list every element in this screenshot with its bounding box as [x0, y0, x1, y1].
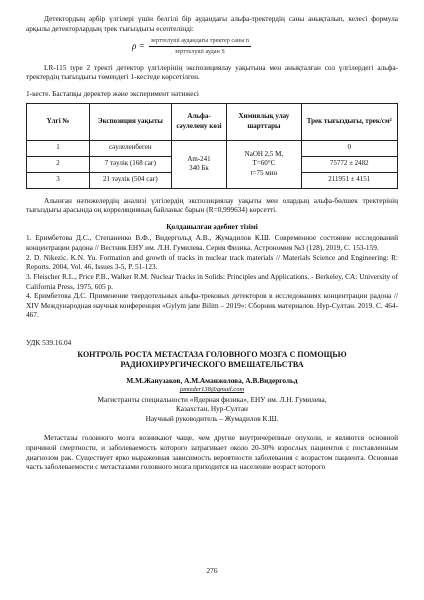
col-header-source: Альфа-сәулелену көзі	[171, 103, 227, 140]
col-header-etching: Химиялық улау шарттары	[227, 103, 301, 140]
affiliation-location: Казахстан, Нур-Султан	[176, 404, 248, 414]
formula-numerator: зерттелуші аудандағы тректер саны n	[149, 37, 251, 47]
formula-fraction	[149, 37, 251, 56]
source-isotope: Am-241	[187, 154, 211, 163]
cell-etching	[227, 140, 301, 188]
page-content	[26, 14, 398, 472]
etching-temperature: T=60°C	[252, 159, 276, 168]
table-row	[27, 140, 398, 156]
cell-sample-num: 2	[27, 156, 90, 172]
references-title: Қолданылған әдебиет тізімі	[166, 221, 258, 231]
article-body-paragraph: Метастазы головного мозга возникают чаще, чем другие внутричерепные опухоли, и являются основной причиной смертности, и заболеваемость которого затрагивает около 20-30% взрослых пациентов с поставленным диагнозом рак. Существует ярко выраженная зависимость вероятности заболевания с возрастом пациента. Основная часть заболеваемости с метастазами головного мозга приходится на население возраст которого	[26, 433, 398, 472]
conclusion-paragraph: Алынған нәтижелердің анализі үлгілердің экспозициялау уақыты мен олардың альфа-бөлшек тректерінің тығыздығы арасында оң корреляцияның байланыс барын (R=0,999634) көрсетті.	[26, 195, 398, 215]
formula-symbol: ρ =	[132, 41, 145, 51]
reference-item: 2. D. Nikezic. K.N. Yu. Formation and growth of tracks in nuclear track materials // Materials Science and Engineering: R: Reports. 2004, Vol. 46, Issues 3-5, P. 51-123.	[26, 252, 398, 272]
table-caption: 1-кесте. Бастапқы деректер және эксперимент нәтижесі	[26, 88, 199, 98]
article-authors: М.М.Жанузаков, А.М.Аманжолова, А.В.Видергольд	[126, 376, 298, 386]
reference-item: 4. Еримбетова Д.С. Применение твердотельных альфа-трековых детекторов в исследованиях концентрации радона // XIV Международная научная конференция «Gylym jane Bilim – 2019»: Сборник материалов. Нур-Султан. 2019. С. 464-467.	[26, 291, 398, 320]
table-intro-paragraph: LR-115 type 2 тректі детектор үлгілерінің экспозициялау уақытына мен анықталған сол үлгілердегі альфа-тректердің тығыздығы төмендегі 1-кестеде көрсетілген.	[26, 62, 398, 82]
table-header-row	[27, 103, 398, 140]
col-header-density: Трек тығыздығы, трек/см²	[301, 103, 398, 140]
etching-solution: NaOH 2,5 M,	[244, 150, 284, 159]
cell-density: 75772 ± 2482	[301, 156, 398, 172]
cell-exposure: 7 тәулік (168 сағ)	[90, 156, 172, 172]
col-header-sample: Үлгі №	[27, 103, 90, 140]
cell-sample-num: 3	[27, 172, 90, 188]
affiliation-line: Магистранты специальности «Ядерная физика», ЕНУ им. Л.Н. Гумилева,	[97, 394, 327, 404]
cell-exposure: 21 тәулік (504 сағ)	[90, 172, 172, 188]
track-density-formula	[132, 37, 398, 56]
cell-source	[171, 140, 227, 188]
scientific-advisor: Научный руководитель – Жумадилов К.Ш.	[145, 413, 279, 423]
cell-density: 211951 ± 4151	[301, 172, 398, 188]
udc-code: УДК 539.16.04	[26, 338, 72, 347]
reference-item: 3. Fleischer R.L., Price P.B., Walker R.M. Nuclear Tracks in Solids: Principles and Applications. - Berkeley, CA: University of California Press, 1975, 605 p.	[26, 271, 398, 291]
author-email-link[interactable]: jameder138@gmail.com	[179, 386, 245, 394]
cell-exposure: сәулеленбеген	[90, 140, 172, 156]
page-number: 276	[206, 566, 218, 575]
etching-time: t=75 мин	[250, 168, 278, 177]
reference-item: 1. Еримбетова Д.С., Степаненко В.Ф., Видергольд А.В., Жумадилов К.Ш. Современное состояние исследований концентрации радона // Вестник ЕНУ им. Л.Н. Гумилева. Серия Физика. Астрономия №3 (128), 2019, С. 153-159.	[26, 233, 398, 252]
results-table	[26, 103, 398, 189]
source-activity: 340 Бк	[189, 164, 209, 172]
article-title: КОНТРОЛЬ РОСТА МЕТАСТАЗА ГОЛОВНОГО МОЗГА С ПОМОЩЬЮ РАДИОХИРУРГИЧЕСКОГО ВМЕШАТЕЛЬСТВА	[77, 349, 347, 370]
col-header-exposure: Экспозиция уақыты	[90, 103, 172, 140]
cell-density: 0	[301, 140, 398, 156]
intro-paragraph: Детектордың әрбір үлгілері үшін белгілі бір аудандағы альфа-тректердің саны анықталып, келесі формула арқылы детекторлардың трек тығыздығы есептелінді:	[26, 14, 398, 33]
cell-sample-num: 1	[27, 140, 90, 156]
formula-denominator: зерттелуші аудан S	[174, 48, 225, 56]
